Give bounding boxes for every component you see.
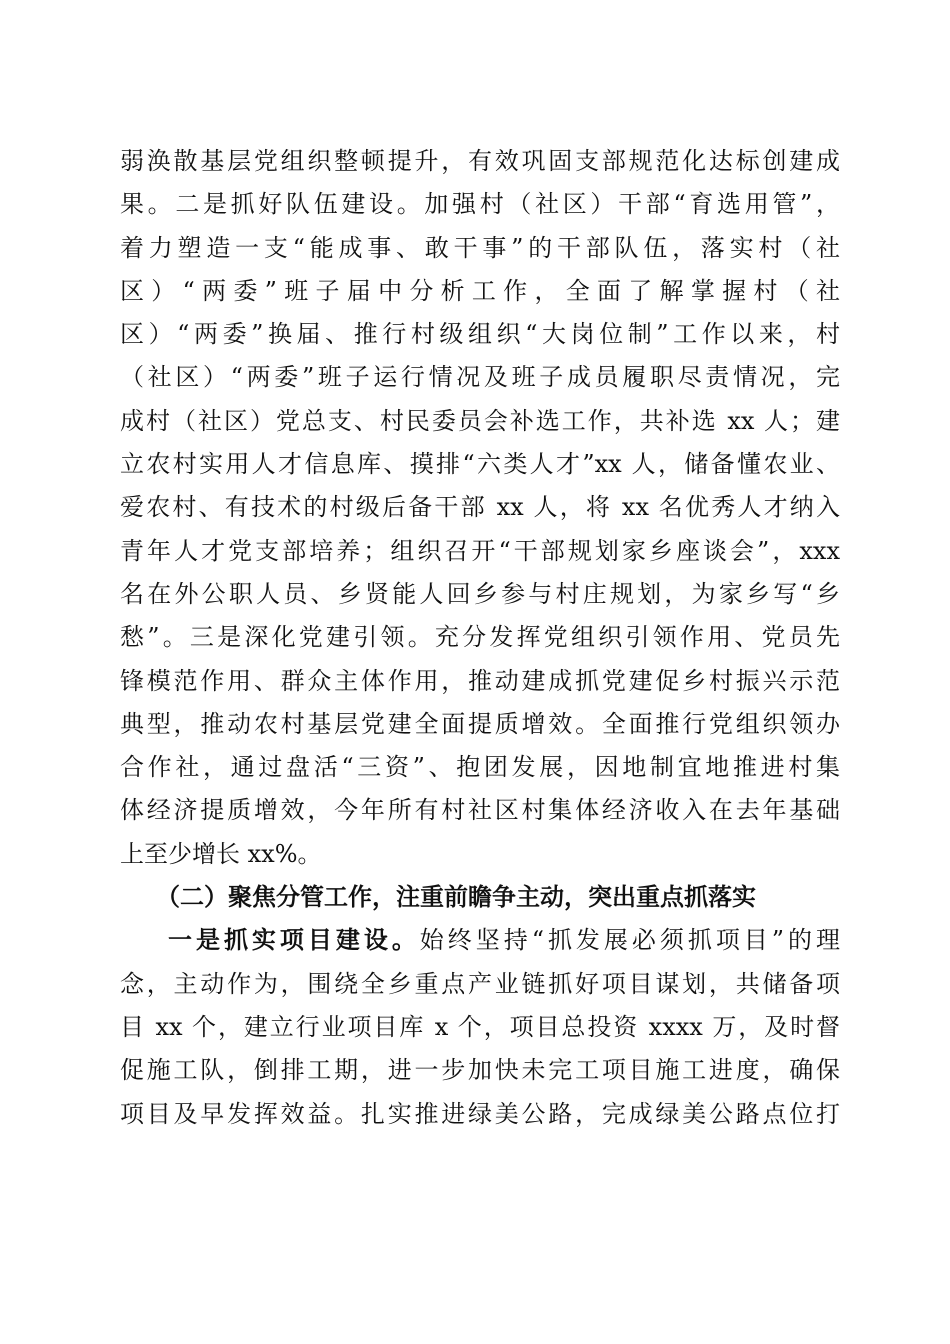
text-line: （社区）“两委”班子运行情况及班子成员履职尽责情况，完 [120,363,840,392]
paragraph-first-rest: 始终坚持“抓发展必须抓项目”的理 [419,926,840,955]
text-line: 愁”。三是深化党建引领。充分发挥党组织引领作用、党员先 [120,623,840,652]
text-line: 区）“两委”班子届中分析工作，全面了解掌握村（社 [120,276,840,305]
text-line: 青年人才党支部培养；组织召开“干部规划家乡座谈会”，xxx [120,536,840,565]
text-line: 弱涣散基层党组织整顿提升，有效巩固支部规范化达标创建成 [120,147,840,175]
text-line: 区）“两委”换届、推行村级组织“大岗位制”工作以来，村 [120,320,840,349]
text-line: 体经济提质增效，今年所有村社区村集体经济收入在去年基础 [120,796,840,825]
text-line: 合作社，通过盘活“三资”、抱团发展，因地制宜地推进村集 [120,753,840,782]
text-line: 爱农村、有技术的村级后备干部 xx 人，将 xx 名优秀人才纳入 [120,493,840,522]
paragraph-lead: 一是抓实项目建设。 [168,926,420,955]
text-line: 念，主动作为，围绕全乡重点产业链抓好项目谋划，共储备项 [120,969,840,998]
text-line: 目 xx 个，建立行业项目库 x 个，项目总投资 xxxx 万，及时督 [120,1012,840,1041]
text-line: 锋模范作用、群众主体作用，推动建成抓党建促乡村振兴示范 [120,666,840,695]
text-line: 立农村实用人才信息库、摸排“六类人才”xx 人，储备懂农业、 [120,450,840,479]
text-line: 上至少增长 xx%。 [120,839,322,868]
text-line: 促施工队，倒排工期，进一步加快未完工项目施工进度，确保 [120,1056,840,1085]
paragraph-first-line [120,919,840,962]
text-line: 项目及早发挥效益。扎实推进绿美公路，完成绿美公路点位打 [120,1099,840,1128]
text-line: 成村（社区）党总支、村民委员会补选工作，共补选 xx 人；建 [120,406,840,435]
text-line: 典型，推动农村基层党建全面提质增效。全面推行党组织领办 [120,709,840,738]
text-line: 着力塑造一支“能成事、敢干事”的干部队伍，落实村（社 [120,233,840,262]
section-heading: （二）聚焦分管工作，注重前瞻争主动，突出重点抓落实 [156,883,756,912]
text-line: 名在外公职人员、乡贤能人回乡参与村庄规划，为家乡写“乡 [120,579,840,608]
text-line: 果。二是抓好队伍建设。加强村（社区）干部“育选用管”， [120,190,840,219]
body-text [120,140,840,1136]
